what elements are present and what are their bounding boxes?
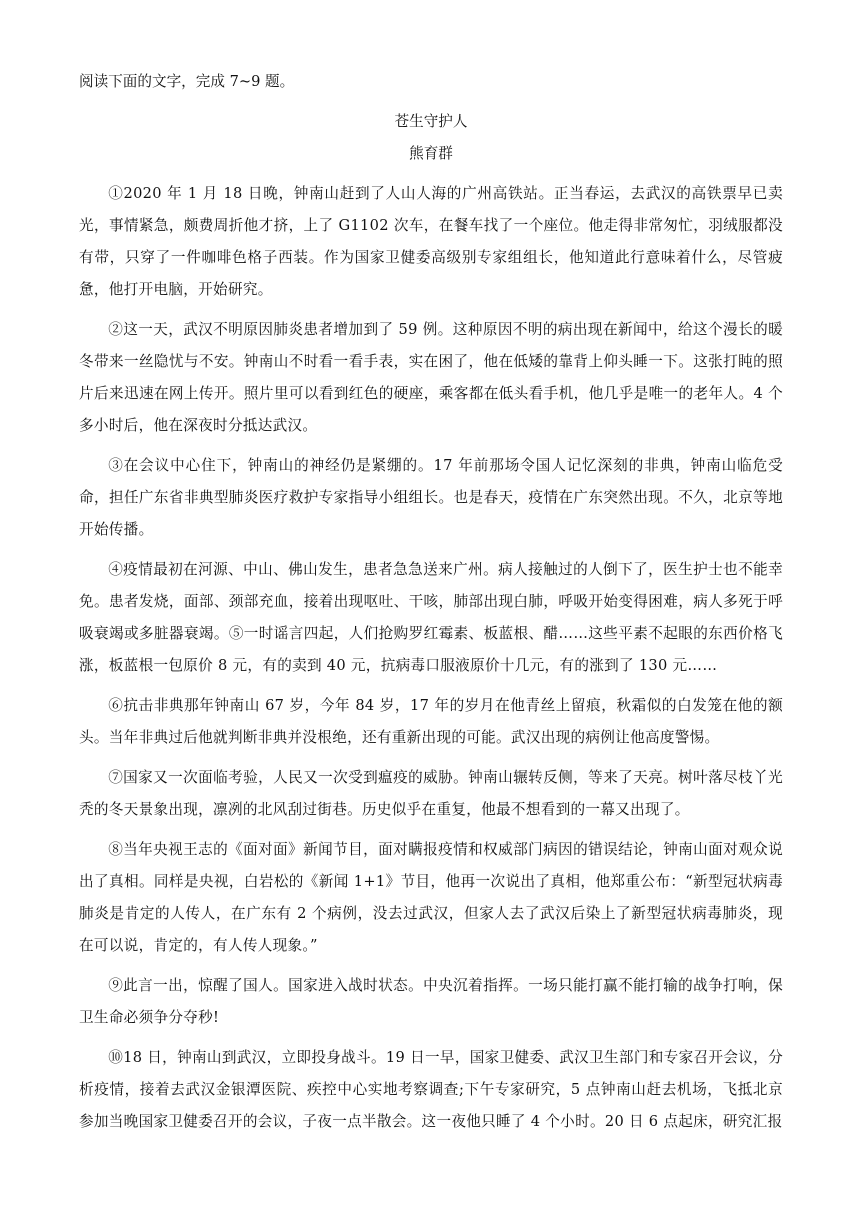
paragraph-3: ③在会议中心住下，钟南山的神经仍是紧绷的。17 年前那场令国人记忆深刻的非典，钟南山临危受命，担任广东省非典型肺炎医疗救护专家指导小组组长。也是春天，疫情在广东突然出现。不久，北京等地开始传播。	[79, 457, 783, 538]
question-instruction: 阅读下面的文字，完成 7~9 题。	[79, 73, 295, 90]
article-title: 苍生守护人	[394, 113, 468, 130]
document-page	[79, 66, 783, 1146]
paragraph-1: ①2020 年 1 月 18 日晚，钟南山赶到了人山人海的广州高铁站。正当春运，去武汉的高铁票早已卖光，事情紧急，颇费周折他才挤，上了 G1102 次车，在餐车找了一个座位。他走得非常匆忙，羽绒服都没有带，只穿了一件咖啡色格子西装。作为国家卫健委高级别专家组组长，他知道此行意味着什么，尽管疲惫，他打开电脑，开始研究。	[79, 185, 783, 298]
paragraph-2: ②这一天，武汉不明原因肺炎患者增加到了 59 例。这种原因不明的病出现在新闻中，给这个漫长的暖冬带来一丝隐忧与不安。钟南山不时看一看手表，实在困了，他在低矮的靠背上仰头睡一下。这张打盹的照片后来迅速在网上传开。照片里可以看到红色的硬座，乘客都在低头看手机，他几乎是唯一的老年人。4 个多小时后，他在深夜时分抵达武汉。	[79, 321, 783, 434]
paragraph-8: ⑧当年央视王志的《面对面》新闻节目，面对瞒报疫情和权威部门病因的错误结论，钟南山面对观众说出了真相。同样是央视，白岩松的《新闻 1+1》节目，他再一次说出了真相，他郑重公布：“新型冠状病毒肺炎是肯定的人传人，在广东有 2 个病例，没去过武汉，但家人去了武汉后染上了新型冠状病毒肺炎，现在可以说，肯定的，有人传人现象。”	[79, 841, 783, 954]
paragraph-4: ④疫情最初在河源、中山、佛山发生，患者急急送来广州。病人接触过的人倒下了，医生护士也不能幸免。患者发烧，面部、颈部充血，接着出现呕吐、干咳，肺部出现白肺，呼吸开始变得困难，病人多死于呼吸衰竭或多脏器衰竭。⑤一时谣言四起，人们抢购罗红霉素、板蓝根、醋……这些平素不起眼的东西价格飞涨，板蓝根一包原价 8 元，有的卖到 40 元，抗病毒口服液原价十几元，有的涨到了 130 元……	[79, 561, 783, 674]
paragraph-6: ⑥抗击非典那年钟南山 67 岁，今年 84 岁，17 年的岁月在他青丝上留痕，秋霜似的白发笼在他的额头。当年非典过后他就判断非典并没根绝，还有重新出现的可能。武汉出现的病例让他高度警惕。	[79, 697, 783, 746]
article-author: 熊育群	[409, 145, 453, 162]
paragraph-7: ⑦国家又一次面临考验，人民又一次受到瘟疫的威胁。钟南山辗转反侧，等来了天亮。树叶落尽枝丫光秃的冬天景象出现，凛冽的北风刮过街巷。历史似乎在重复，他最不想看到的一幕又出现了。	[79, 769, 783, 818]
paragraph-10: ⑩18 日，钟南山到武汉，立即投身战斗。19 日一早，国家卫健委、武汉卫生部门和专家召开会议，分析疫情，接着去武汉金银潭医院、疾控中心实地考察调查;下午专家研究，5 点钟南山赶去机场，飞抵北京参加当晚国家卫健委召开的会议，子夜一点半散会。这一夜他只睡了 4 个小时。20 日 6 点起床，研究汇报	[79, 1049, 783, 1130]
paragraph-9: ⑨此言一出，惊醒了国人。国家进入战时状态。中央沉着指挥。一场只能打赢不能打输的战争打响，保卫生命必须争分夺秒!	[79, 977, 783, 1026]
